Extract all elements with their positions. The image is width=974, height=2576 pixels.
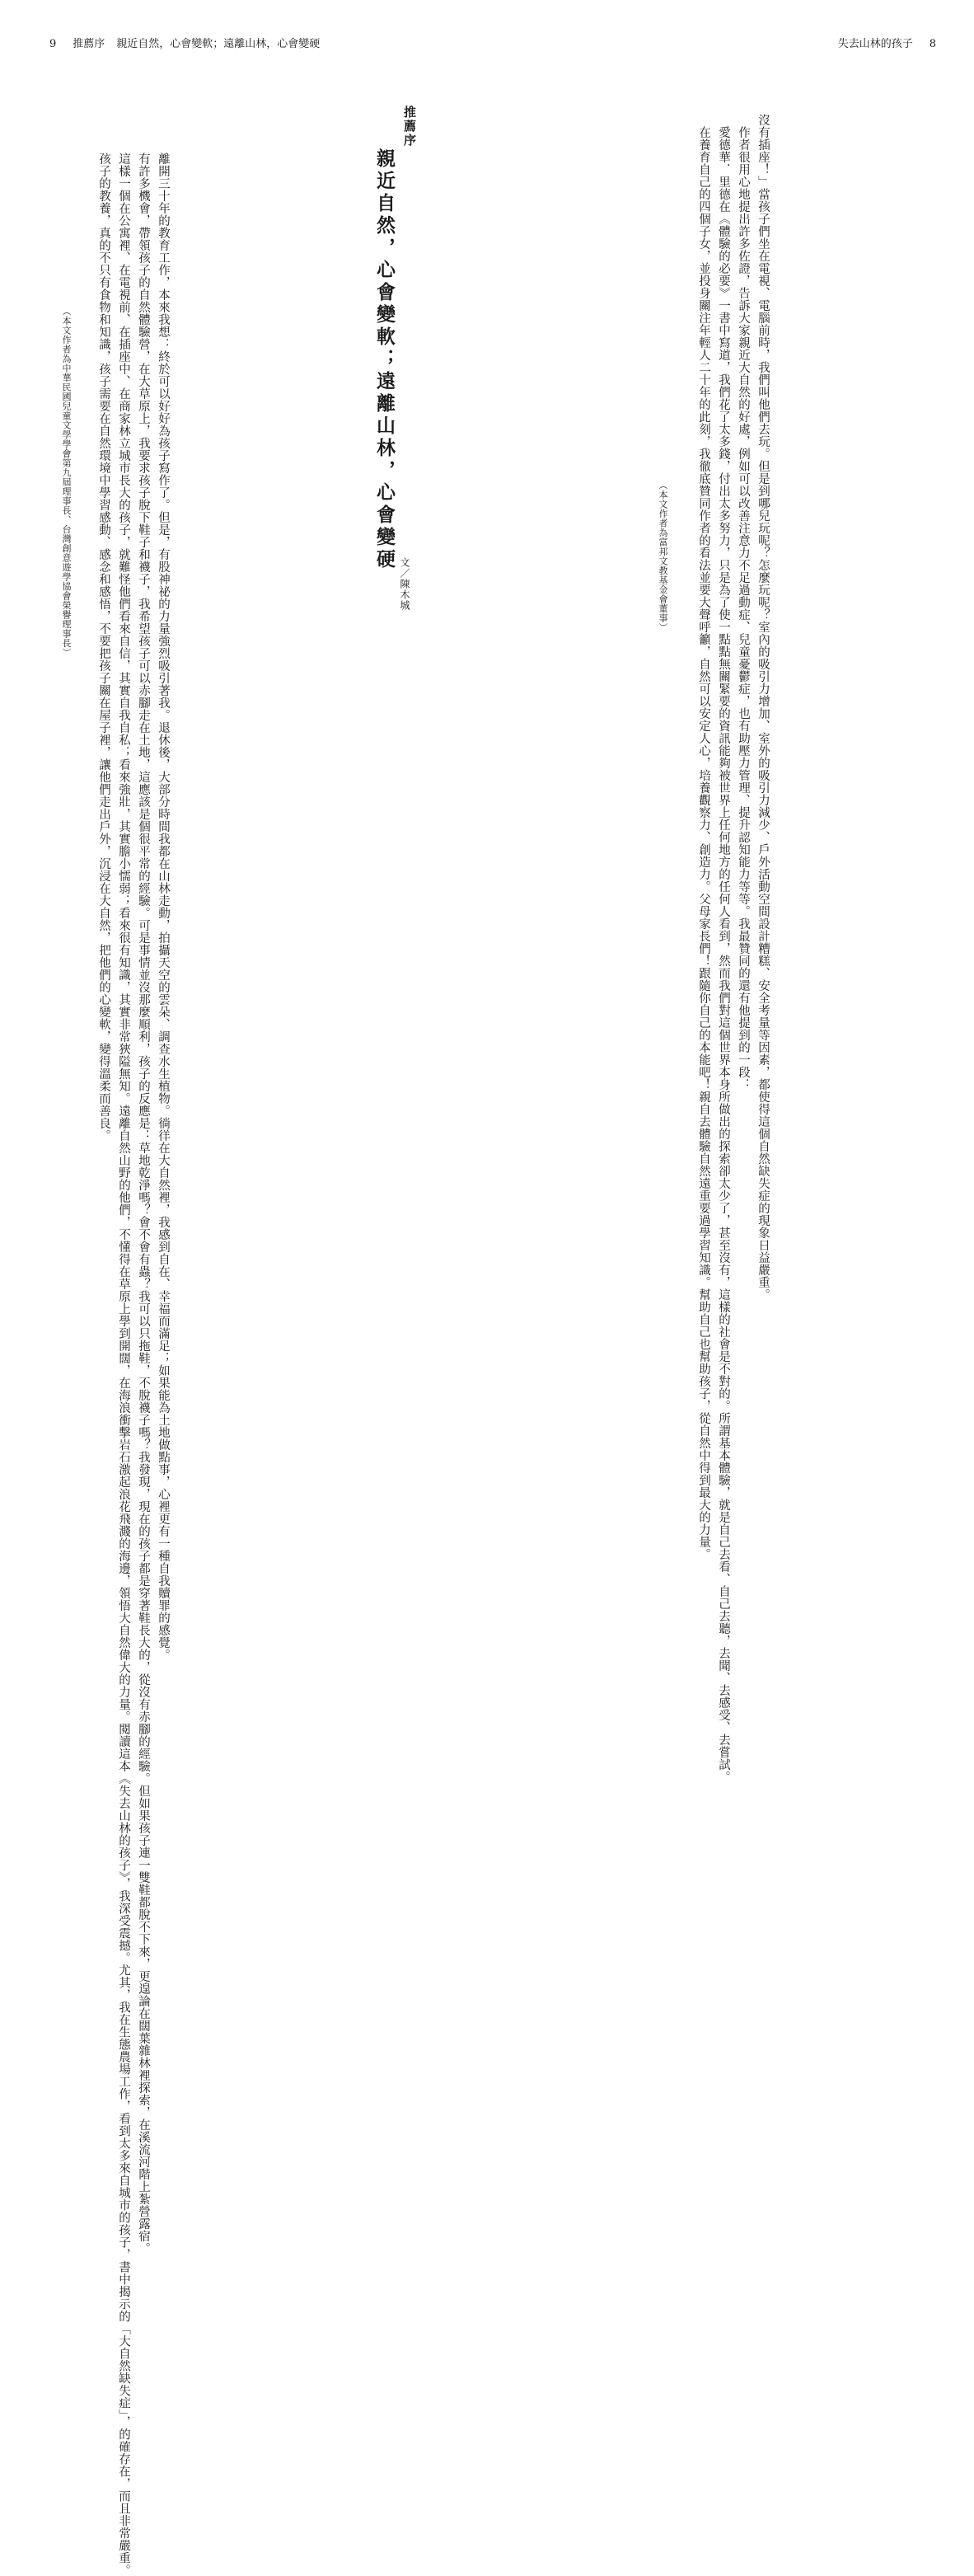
right-header-title: 失去山林的孩子	[837, 38, 913, 50]
left-page-header	[49, 38, 320, 51]
right-paragraph-4: 在養育自己的四個子女，並投身關注年輕人二十年的此刻，我徹底贊同作者的看法並要大聲呼籲，自然可以安定人心，培養觀察力、創造力。父母家長們！跟隨你自己的本能吧！親自去體驗自然遠重要過學習知識。幫助自己也幫助孩子，從自然中得到最大的力量。	[697, 125, 710, 1560]
left-paragraph-3: 這樣一個在公寓裡、在電視前、在插座中、在商家林立城市長大的孩子，就難怪他們看來自信，其實自我自私；看來強壯，其實膽小懦弱；看來很有知識，其實非常狹隘無知。遠離自然山野的他們，不懂得在草原上學到開闊，在海浪衝擊岩石激起浪花飛濺的海邊，領悟大自然偉大的力量。閱讀這本《失去山林的孩子》，我深受震撼。尤其，我在生態農場工作，看到太多來自城市的孩子，書中揭示的「大自然缺失症」，的確存在，而且非常嚴重。	[117, 152, 130, 2576]
left-page-author-note: （本文作者為中華民國兒童文學學會第九屆理事長、台灣創意遊學協會榮譽理事長）	[61, 307, 72, 658]
left-page-body	[94, 140, 173, 2576]
right-page-header	[838, 38, 936, 51]
left-paragraph-2: 有許多機會，帶領孩子的自然體驗營，在大草原上，我要求孩子脫下鞋子和襪子，我希望孩子可以赤腳走在土地，這應該是個很平常的經驗。可是事情並沒那麼順利，孩子的反應是：草地乾淨嗎？會不會有蟲？我可以只拖鞋，不脫襪子嗎？我發現，現在的孩子都是穿著鞋長大的，從沒有赤腳的經驗。但如果孩子連一雙鞋都脫不下來，更遑論在闊葉雜林裡探索，在溪流河階上紮營露宿。	[137, 152, 150, 2255]
left-paragraph-1: 離開三十年的教育工作，本來我想：終於可以好好為孩子寫作了。但是，有股神祕的力量強烈吸引著我。退休後，大部分時間我都在山林走動，拍攝天空的雲朵、調查水生植物。徜徉在大自然裡，我感到自在、幸福而滿足；如果能為土地做點事，心裡更有一種自我贖罪的感覺。	[157, 152, 170, 1661]
left-header-title: 親近自然，心會變軟；遠離山林，心會變硬	[116, 38, 321, 50]
essay-author: 文／陳木城	[399, 557, 410, 611]
right-page-author-note: （本文作者為富邦文教基金會董事）	[658, 481, 668, 632]
left-page-number: 9	[49, 38, 57, 50]
right-paragraph-2: 作者很用心地提出許多佐證，告訴大家親近大自然的好處，例如可以改善注意力不足過動症、兒童憂鬱症，也有助壓力管理、提升認知能力等等。我最贊同的還有他提到的一段：	[737, 125, 750, 1091]
right-page-number: 8	[929, 38, 936, 50]
essay-title: 親近自然，心會變軟；遠離山林，心會變硬	[373, 148, 395, 571]
left-header-section: 推薦序	[73, 38, 105, 50]
left-paragraph-4: 孩子的教養，真的不只有食物和知識，孩子需要在自然環境中學習感動、感念和感悟，不要把孩子關在屋子裡，讓他們走出戶外，沉浸在大自然，把他們的心變軟，變得溫柔而善良。	[97, 152, 110, 1142]
essay-label: 推薦序	[402, 106, 417, 148]
right-page-body	[694, 114, 773, 1783]
right-paragraph-1: 沒有插座！」當孩子們坐在電視、電腦前時，我們叫他們去玩。但是到哪兒玩呢？怎麼玩呢？室內的吸引力增加、室外的吸引力減少、戶外活動空間設計糟糕、安全考量等因素，都使得這個自然缺失症的現象日益嚴重。	[756, 114, 770, 1301]
right-paragraph-3: 愛德華．里德在《體驗的必要》一書中寫道，我們花了太多錢，付出太多努力，只是為了使一點點無關緊要的資訊能夠被世界上任何地方的任何人看到，然而我們對這個世界本身所做出的探索卻太少了，甚至沒有，這樣的社會是不對的。所謂基本體驗，就是自己去看、自己去聽，去聞、去感受、去嘗試。	[717, 125, 730, 1783]
